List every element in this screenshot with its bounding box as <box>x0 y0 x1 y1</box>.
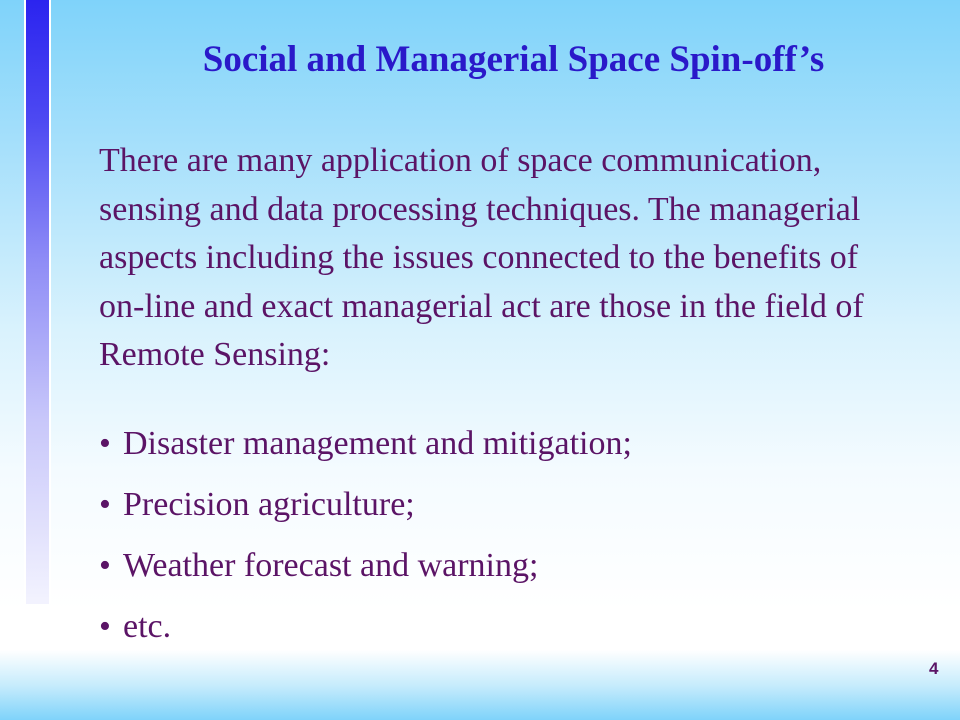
bullet-item <box>99 424 889 464</box>
bullet-text: Weather forecast and warning; <box>123 547 539 584</box>
bullet-text: etc. <box>123 608 172 645</box>
bullet-icon: • <box>99 486 111 523</box>
bullet-list <box>99 424 889 668</box>
bullet-text: Disaster management and mitigation; <box>123 425 632 462</box>
bullet-item <box>99 607 889 647</box>
bullet-icon: • <box>99 608 111 645</box>
bullet-icon: • <box>99 547 111 584</box>
bullet-item <box>99 485 889 525</box>
bullet-item <box>99 546 889 586</box>
body-paragraph: There are many application of space communication, sensing and data processing techniques. The managerial aspects including the issues connected to the benefits of on-line and exact managerial act are those in the field of Remote Sensing: <box>99 142 864 373</box>
bullet-text: Precision agriculture; <box>123 486 415 523</box>
bullet-icon: • <box>99 425 111 462</box>
page-number: 4 <box>929 659 939 678</box>
accent-bar <box>26 0 49 604</box>
slide-title: Social and Managerial Space Spin-off’s <box>202 39 825 80</box>
